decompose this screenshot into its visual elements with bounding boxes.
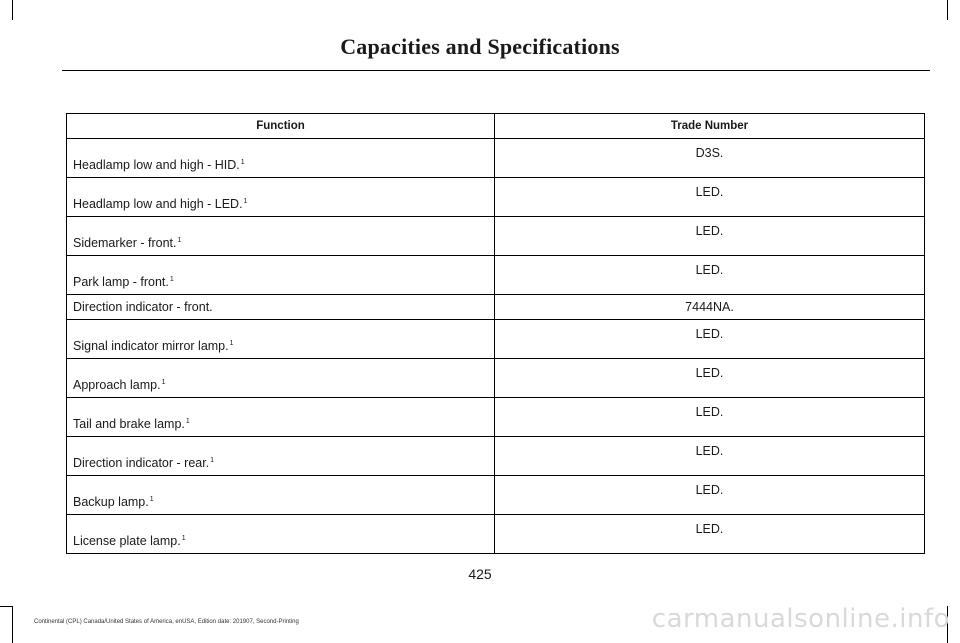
trade-number-cell: LED.	[495, 217, 925, 256]
title-divider	[62, 70, 930, 71]
function-cell: Headlamp low and high - LED.$^1$	[67, 178, 495, 217]
trade-number-cell: LED.	[495, 256, 925, 295]
function-cell: Sidemarker - front.$^1$	[67, 217, 495, 256]
function-cell: Direction indicator - rear.$^1$	[67, 437, 495, 476]
table-row	[67, 295, 925, 320]
trade-number-cell: LED.	[495, 178, 925, 217]
table-row	[67, 515, 925, 554]
function-cell: Headlamp low and high - HID.$^1$	[67, 139, 495, 178]
trade-number-cell: 7444NA.	[495, 295, 925, 320]
table-row	[67, 178, 925, 217]
table-row	[67, 398, 925, 437]
trade-number-cell: LED.	[495, 476, 925, 515]
table-row	[67, 217, 925, 256]
table-row	[67, 476, 925, 515]
trade-number-cell: D3S.	[495, 139, 925, 178]
function-cell: Backup lamp.$^1$	[67, 476, 495, 515]
footnote-marker: 1	[149, 495, 154, 503]
column-header-trade-number: Trade Number	[495, 114, 925, 139]
trade-number-cell: LED.	[495, 515, 925, 554]
function-cell: License plate lamp.$^1$	[67, 515, 495, 554]
footnote-marker: 1	[181, 534, 186, 542]
trade-number-cell: LED.	[495, 437, 925, 476]
table-row	[67, 320, 925, 359]
watermark: carmanualsonline.info	[651, 604, 950, 634]
table-row	[67, 139, 925, 178]
table-row	[67, 256, 925, 295]
crop-mark-top-right	[947, 0, 948, 20]
footnote-marker: 1	[229, 339, 234, 347]
bulb-specification-table	[66, 113, 925, 554]
table-header-row	[67, 114, 925, 139]
function-cell: Park lamp - front.$^1$	[67, 256, 495, 295]
function-cell: Tail and brake lamp.$^1$	[67, 398, 495, 437]
crop-mark-bottom-left-v	[12, 606, 13, 643]
table-row	[67, 359, 925, 398]
footnote-marker: 1	[169, 275, 174, 283]
function-cell: Signal indicator mirror lamp.$^1$	[67, 320, 495, 359]
footnote-marker: 1	[210, 456, 215, 464]
footnote-marker: 1	[240, 158, 245, 166]
edition-footer: Continental (CPL) Canada/United States of America, enUSA, Edition date: 201907, Second-Printing	[34, 619, 299, 625]
trade-number-cell: LED.	[495, 320, 925, 359]
footnote-marker: 1	[185, 417, 190, 425]
footnote-marker: 1	[243, 197, 248, 205]
page-number: 425	[468, 566, 492, 582]
crop-mark-bottom-left-h	[0, 606, 13, 607]
function-cell: Direction indicator - front.	[67, 295, 495, 320]
table-row	[67, 437, 925, 476]
footnote-marker: 1	[161, 378, 166, 386]
page-title: Capacities and Specifications	[340, 34, 620, 59]
function-cell: Approach lamp.$^1$	[67, 359, 495, 398]
column-header-function: Function	[67, 114, 495, 139]
trade-number-cell: LED.	[495, 398, 925, 437]
trade-number-cell: LED.	[495, 359, 925, 398]
footnote-marker: 1	[177, 236, 182, 244]
crop-mark-top-left	[12, 0, 13, 20]
